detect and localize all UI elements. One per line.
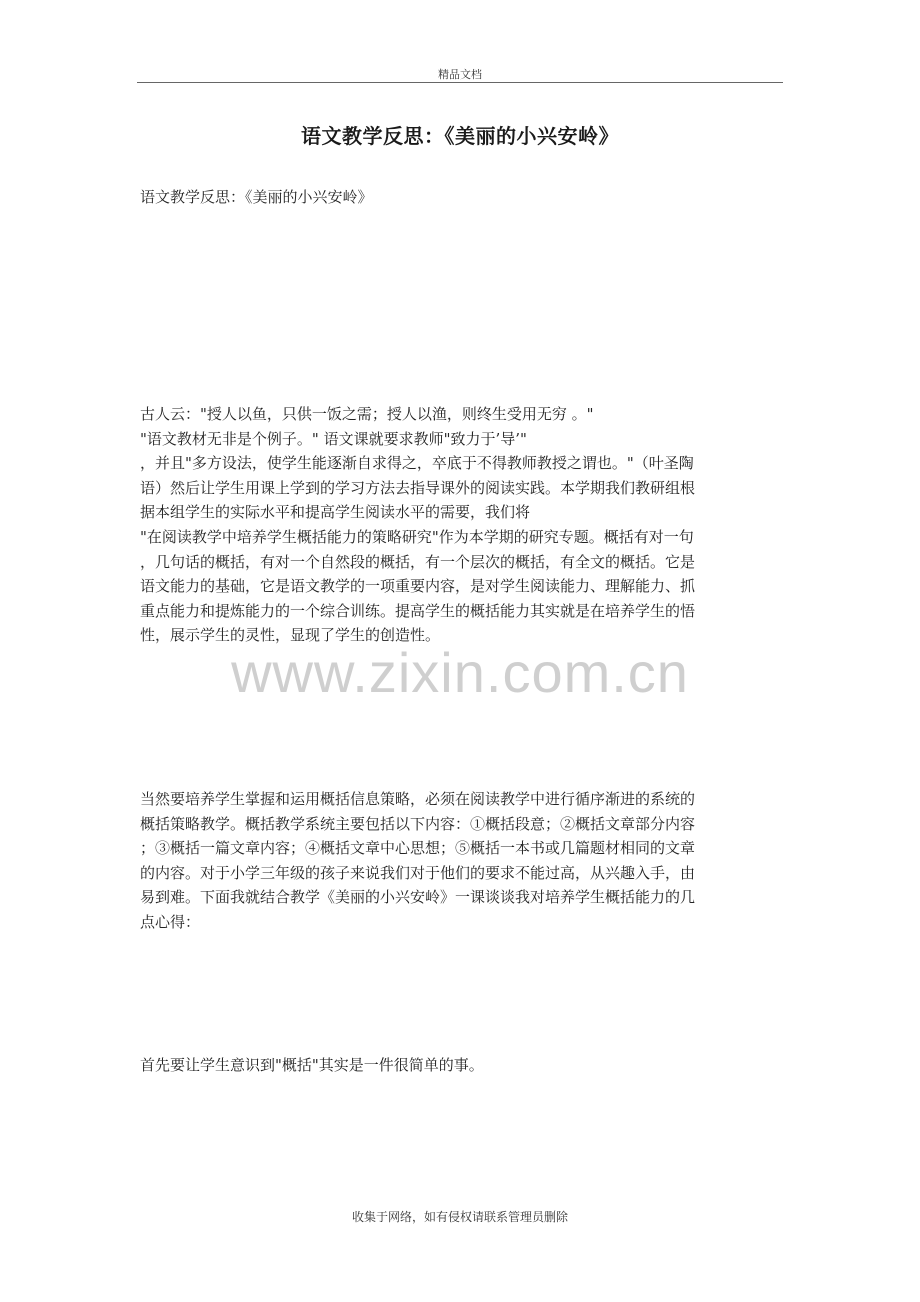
paragraph-line: 重点能力和提炼能力的一个综合训练。提高学生的概括能力其实就是在培养学生的悟: [140, 601, 696, 620]
watermark: www.zixin.com.cn: [231, 641, 689, 704]
paragraph-line: 点心得：: [140, 912, 201, 931]
paragraph-strategy: [140, 787, 770, 935]
paragraph-line: 语）然后让学生用课上学到的学习方法去指导课外的阅读实践。本学期我们教研组根: [140, 478, 696, 497]
paragraph-line: ，并且"多方设法，使学生能逐渐自求得之，卒底于不得教师教授之谓也。"（叶圣陶: [140, 454, 694, 473]
paragraph-line: 的内容。对于小学三年级的孩子来说我们对于他们的要求不能过高，从兴趣入手，由: [140, 863, 696, 882]
paragraph-line: "语文教材无非是个例子。" 语文课就要求教师"致力于’导’": [140, 429, 527, 448]
paragraph-line: 语文能力的基础，它是语文教学的一项重要内容，是对学生阅读能力、理解能力、抓: [140, 577, 696, 596]
paragraph-line: 当然要培养学生掌握和运用概括信息策略，必须在阅读教学中进行循序渐进的系统的: [140, 790, 696, 808]
header-divider: [137, 82, 783, 83]
paragraph-line: "在阅读教学中培养学生概括能力的策略研究"作为本学期的研究专题。概括有对一句: [140, 527, 694, 546]
page-header-label: 精品文档: [438, 68, 482, 81]
paragraph-line: 据本组学生的实际水平和提高学生阅读水平的需要，我们将: [140, 503, 531, 522]
paragraph-line: 性，展示学生的灵性，显现了学生的创造性。: [140, 626, 441, 645]
paragraph-line: 概括策略教学。概括教学系统主要包括以下内容：①概括段意；②概括文章部分内容: [140, 814, 696, 833]
paragraph-line: ；③概括一篇文章内容；④概括文章中心思想；⑤概括一本书或几篇题材相同的文章: [140, 839, 696, 858]
page-footer: 收集于网络，如有侵权请联系管理员删除: [351, 1210, 568, 1224]
paragraph-line: 易到难。下面我就结合教学《美丽的小兴安岭》一课谈谈我对培养学生概括能力的几: [140, 888, 696, 907]
paragraph-line: ，几句话的概括，有对一个自然段的概括，有一个层次的概括，有全文的概括。它是: [140, 552, 696, 571]
paragraph-line: 古人云："授人以鱼，只供一饭之需；授人以渔，则终生受用无穷 。": [140, 405, 594, 423]
paragraph-line: 首先要让学生意识到"概括"其实是一件很简单的事。: [140, 1056, 484, 1074]
paragraph-intro: [140, 402, 770, 648]
document-title: 语文教学反思：《美丽的小兴安岭》: [301, 124, 619, 148]
document-subtitle: 语文教学反思：《美丽的小兴安岭》: [140, 188, 373, 206]
paragraph-first-point: [140, 1053, 770, 1078]
